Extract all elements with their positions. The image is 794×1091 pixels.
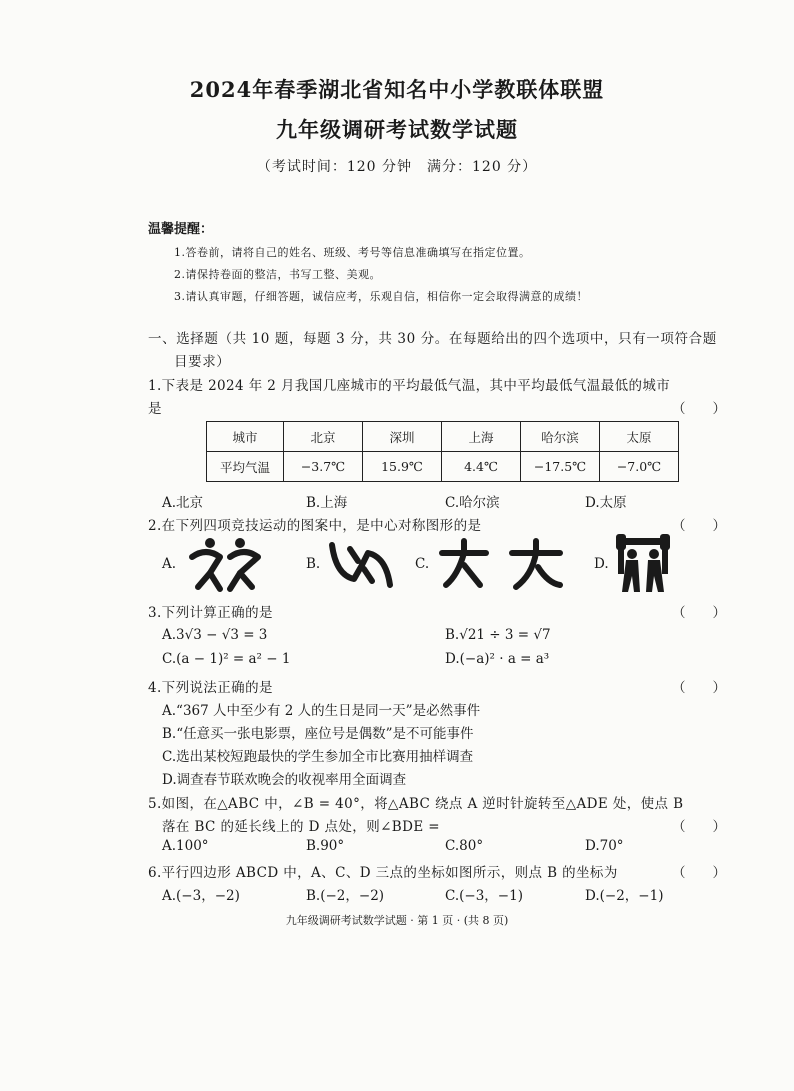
option-b: B.上海 [306,495,348,511]
table-cell: −17.5℃ [521,452,600,482]
question-2-stem: 2.在下列四项竞技运动的图案中，是中心对称图形的是 [148,518,482,534]
option-c: C.选出某校短跑最快的学生参加全市比赛用抽样调查 [162,749,474,765]
option-d: D.调查春节联欢晚会的收视率用全面调查 [162,772,407,788]
sport-figure-d-icon [612,532,674,596]
table-cell: 哈尔滨 [521,422,600,452]
question-5-stem-cont: 落在 BC 的延长线上的 D 点处，则∠BDE = [162,819,441,835]
exam-subtitle: （考试时间：120 分钟 满分：120 分） [256,159,538,175]
option-d: D.70° [585,838,624,854]
answer-paren: （ ） [672,605,726,621]
question-3-stem: 3.下列计算正确的是 [148,605,273,621]
table-header-row [207,422,679,452]
table-row [207,452,679,482]
option-a: A.“367 人中至少有 2 人的生日是同一天”是必然事件 [162,703,481,719]
table-cell: 平均气温 [207,452,284,482]
option-a: A.(−3，−2) [162,888,240,904]
table-cell: 城市 [207,422,284,452]
option-d: D. [594,556,609,572]
table-cell: −7.0℃ [600,452,679,482]
option-c: C.(−3，−1) [445,888,523,904]
tip-item: 3.请认真审题，仔细答题，诚信应考，乐观自信，相信你一定会取得满意的成绩！ [174,290,588,303]
option-b: B.√21 ÷ 3 = √7 [445,627,551,643]
tips-heading: 温馨提醒： [148,222,214,237]
option-c: C.(a − 1)² = a² − 1 [162,651,291,667]
city-temperature-table [206,421,679,482]
sport-figure-c-icon [436,535,566,595]
answer-paren: （ ） [672,518,726,534]
sport-figure-b-icon [326,535,396,595]
option-c: C. [415,556,430,572]
question-5-stem: 5.如图，在△ABC 中，∠B = 40°，将△ABC 绕点 A 逆时针旋转至△ADE 处，使点 B [148,796,684,812]
option-b: B. [306,556,321,572]
option-b: B.(−2，−2) [306,888,385,904]
option-a: A.100° [162,838,209,854]
table-cell: 上海 [442,422,521,452]
option-a: A.北京 [162,495,204,511]
option-b: B.90° [306,838,345,854]
table-cell: 北京 [284,422,363,452]
option-d: D.太原 [585,495,627,511]
question-4-stem: 4.下列说法正确的是 [148,680,273,696]
option-a: A.3√3 − √3 = 3 [162,627,268,643]
question-6-stem: 6.平行四边形 ABCD 中，A、C、D 三点的坐标如图所示，则点 B 的坐标为 [148,865,618,881]
section-heading: 一、选择题（共 10 题，每题 3 分，共 30 分。在每题给出的四个选项中，只有一项符合题 [148,331,717,347]
question-1-stem: 1.下表是 2024 年 2 月我国几座城市的平均最低气温，其中平均最低气温最低的城市 [148,378,671,394]
option-d: D.(−2，−1) [585,888,664,904]
answer-paren: （ ） [672,819,726,835]
option-b: B.“任意买一张电影票，座位号是偶数”是不可能事件 [162,726,474,742]
option-a: A. [162,556,177,572]
sport-figure-a-icon [180,535,270,595]
table-cell: 太原 [600,422,679,452]
page-footer: 九年级调研考试数学试题 · 第 1 页 · (共 8 页) [285,914,509,927]
option-d: D.(−a)² · a = a³ [445,651,550,667]
table-cell: 4.4℃ [442,452,521,482]
answer-paren: （ ） [672,865,726,881]
section-heading-cont: 目要求） [174,354,231,370]
table-cell: 15.9℃ [363,452,442,482]
exam-title-line2: 九年级调研考试数学试题 [276,117,518,142]
table-cell: −3.7℃ [284,452,363,482]
question-1-stem-cont: 是 [148,401,162,417]
tip-item: 1.答卷前，请将自己的姓名、班级、考号等信息准确填写在指定位置。 [174,246,531,259]
option-c: C.80° [445,838,484,854]
option-c: C.哈尔滨 [445,495,500,511]
table-cell: 深圳 [363,422,442,452]
exam-title-line1: 2024年春季湖北省知名中小学教联体联盟 [189,77,605,102]
answer-paren: （ ） [672,680,726,696]
tip-item: 2.请保持卷面的整洁，书写工整、美观。 [174,268,381,281]
answer-paren: （ ） [672,401,726,417]
